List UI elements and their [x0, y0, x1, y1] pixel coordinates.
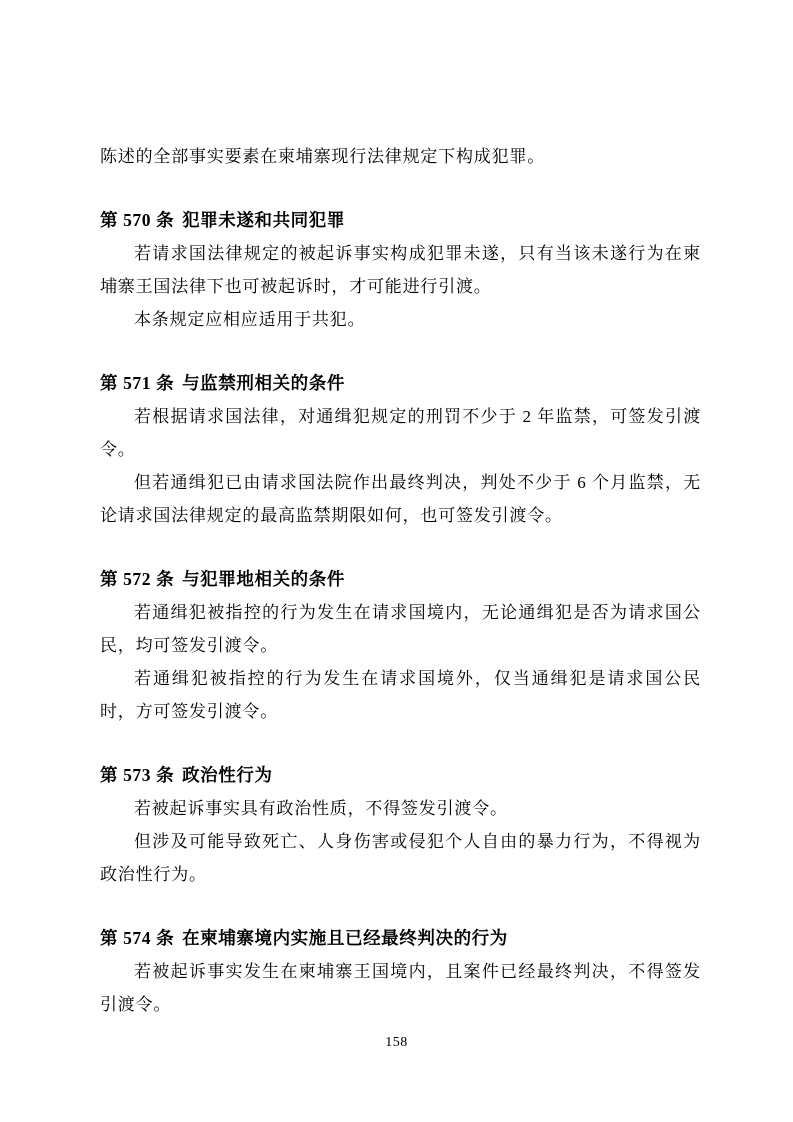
article-paragraph: 若被起诉事实发生在柬埔寨王国境内，且案件已经最终判决，不得签发引渡令。: [100, 962, 701, 1014]
article-heading-573: [100, 759, 701, 792]
article-paragraph: 但若通缉犯已由请求国法院作出最终判决，判处不少于 6 个月监禁，无论请求国法律规定的最高监禁期限如何，也可签发引渡令。: [100, 473, 701, 525]
article-heading-571: [100, 367, 701, 400]
article-title: 与犯罪地相关的条件: [182, 569, 345, 589]
article-heading-570: [100, 204, 701, 237]
article-paragraph: 若根据请求国法律，对通缉犯规定的刑罚不少于 2 年监禁，可签发引渡令。: [100, 407, 701, 459]
continuation-paragraph: 陈述的全部事实要素在柬埔寨现行法律规定下构成犯罪。: [100, 147, 545, 166]
document-body: [100, 140, 701, 1021]
article-heading-572: [100, 563, 701, 596]
article-paragraph: 若通缉犯被指控的行为发生在请求国境外，仅当通缉犯是请求国公民时，方可签发引渡令。: [100, 669, 701, 721]
article-paragraph: 但涉及可能导致死亡、人身伤害或侵犯个人自由的暴力行为，不得视为政治性行为。: [100, 832, 701, 884]
article-paragraph: 本条规定应相应适用于共犯。: [134, 310, 366, 329]
article-number: 第 572 条: [100, 569, 175, 589]
article-title: 犯罪未遂和共同犯罪: [182, 210, 345, 230]
article-number: 第 571 条: [100, 373, 175, 393]
article-number: 第 574 条: [100, 928, 175, 948]
article-heading-574: [100, 922, 701, 955]
article-paragraph: 若请求国法律规定的被起诉事实构成犯罪未遂，只有当该未遂行为在柬埔寨王国法律下也可被起诉时，才可能进行引渡。: [100, 244, 701, 296]
article-title: 与监禁刑相关的条件: [182, 373, 345, 393]
article-title: 在柬埔寨境内实施且已经最终判决的行为: [182, 928, 508, 948]
article-number: 第 573 条: [100, 765, 175, 785]
article-title: 政治性行为: [182, 765, 273, 785]
article-paragraph: 若通缉犯被指控的行为发生在请求国境内，无论通缉犯是否为请求国公民，均可签发引渡令。: [100, 603, 701, 655]
article-number: 第 570 条: [100, 210, 175, 230]
article-paragraph: 若被起诉事实具有政治性质，不得签发引渡令。: [134, 799, 508, 818]
page-number: 158: [385, 1035, 408, 1050]
